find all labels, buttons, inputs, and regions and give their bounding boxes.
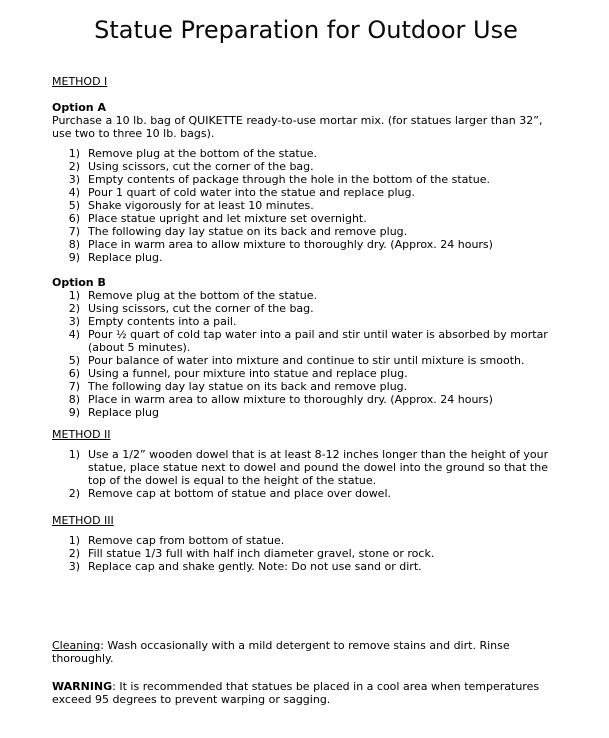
method-2-steps [52, 448, 560, 500]
cleaning-note [52, 639, 560, 665]
list-item: Empty contents of package through the hole in the bottom of the statue. [88, 173, 490, 186]
list-item: Remove cap at bottom of statue and place over dowel. [88, 487, 392, 500]
option-a-heading: Option A [52, 101, 106, 114]
method-3-heading: METHOD III [52, 514, 114, 527]
list-item: Pour 1 quart of cold water into the statue and replace plug. [88, 186, 416, 199]
method-3-steps [52, 534, 560, 573]
warning-note [52, 680, 560, 706]
option-b-steps [52, 289, 560, 419]
list-item: Empty contents into a pail. [88, 315, 237, 328]
list-item: Shake vigorously for at least 10 minutes. [88, 199, 314, 212]
list-item: Using scissors, cut the corner of the bag. [88, 302, 314, 315]
list-item: Pour balance of water into mixture and continue to stir until mixture is smooth. [88, 354, 525, 367]
list-item: Remove plug at the bottom of the statue. [88, 147, 317, 160]
method-1-heading: METHOD I [52, 75, 108, 88]
list-item: Pour ½ quart of cold tap water into a pail and stir until water is absorbed by mortar (about 5 minutes). [88, 328, 548, 354]
list-item: The following day lay statue on its back and remove plug. [88, 225, 408, 238]
list-item: Remove cap from bottom of statue. [88, 534, 285, 547]
warning-label: WARNING [52, 680, 113, 693]
list-item: Using a funnel, pour mixture into statue and replace plug. [88, 367, 408, 380]
list-item: Use a 1/2” wooden dowel that is at least 8-12 inches longer than the height of your statue, place statue next to dowel and pound the dowel into the ground so that the top of the dowel is equal to the height of the statue. [88, 448, 549, 487]
list-item: The following day lay statue on its back and remove plug. [88, 380, 408, 393]
list-item: Fill statue 1/3 full with half inch diameter gravel, stone or rock. [88, 547, 435, 560]
list-item: Replace cap and shake gently. Note: Do not use sand or dirt. [88, 560, 422, 573]
list-item: Using scissors, cut the corner of the bag. [88, 160, 314, 173]
list-item: Replace plug. [88, 251, 163, 264]
list-item: Place in warm area to allow mixture to thoroughly dry. (Approx. 24 hours) [88, 238, 493, 251]
list-item: Remove plug at the bottom of the statue. [88, 289, 317, 302]
option-a-intro: Purchase a 10 lb. bag of QUIKETTE ready-to-use mortar mix. (for statues larger than 32”, use two to three 10 lb. bags). [52, 114, 543, 140]
cleaning-label: Cleaning [52, 639, 101, 652]
list-item: Place statue upright and let mixture set overnight. [88, 212, 367, 225]
option-b-heading: Option B [52, 276, 106, 289]
page-title: Statue Preparation for Outdoor Use [94, 16, 518, 44]
list-item: Replace plug [88, 406, 160, 419]
list-item: Place in warm area to allow mixture to thoroughly dry. (Approx. 24 hours) [88, 393, 493, 406]
cleaning-text: : Wash occasionally with a mild detergent to remove stains and dirt. Rinse thoroughly. [52, 639, 510, 665]
option-a-steps [52, 147, 560, 264]
warning-text: : It is recommended that statues be placed in a cool area when temperatures exceed 95 degrees to prevent warping or sagging. [52, 680, 540, 706]
method-2-heading: METHOD II [52, 428, 111, 441]
